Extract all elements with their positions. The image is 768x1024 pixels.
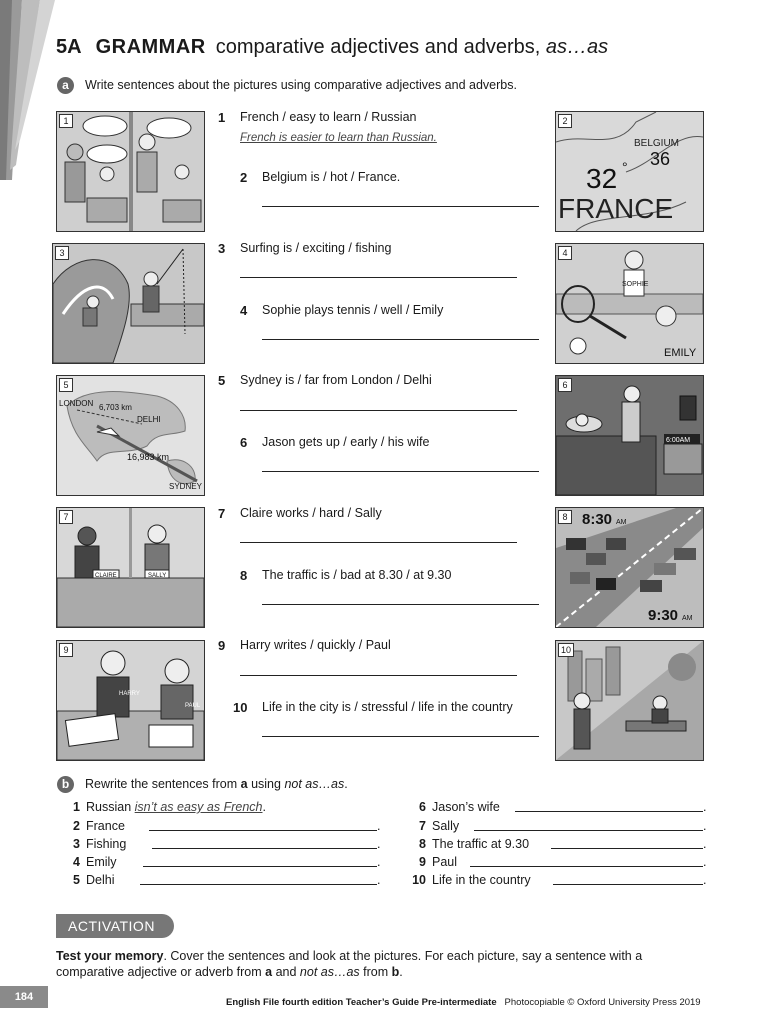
item-number: 6 — [240, 435, 248, 450]
rewrite-row-1 — [64, 800, 266, 814]
sophie-label: SOPHIE — [622, 281, 649, 288]
item-number: 7 — [218, 506, 226, 521]
picture-6-bedroom — [555, 375, 704, 496]
footer-book-title: English File fourth edition Teacher’s Guide Pre-intermediate — [226, 997, 497, 1008]
rewrite-row-4 — [64, 855, 117, 869]
section-a-badge: a — [57, 77, 74, 94]
delhi-label: DELHI — [137, 415, 161, 424]
rewrite-line-3[interactable] — [152, 848, 377, 849]
item-10-answer-line[interactable] — [262, 736, 539, 737]
rewrite-row-8 — [410, 837, 529, 851]
time-830-label: 8:30 — [582, 511, 613, 528]
picture-number: 5 — [59, 378, 73, 392]
time-930-am: AM — [682, 615, 693, 622]
row-number: 6 — [419, 800, 426, 814]
sydney-label: SYDNEY — [169, 482, 202, 491]
item-number: 10 — [233, 700, 248, 715]
picture-number: 8 — [558, 510, 572, 524]
rewrite-row-3 — [64, 837, 126, 851]
item-number: 4 — [240, 303, 248, 318]
row-period: . — [377, 855, 381, 869]
time-830-am: AM — [616, 519, 627, 526]
row-period: . — [377, 873, 381, 887]
rewrite-row-5 — [64, 873, 115, 887]
item-10-prompt: Life in the city is / stressful / life in the country — [262, 700, 513, 714]
footer-copyright: Photocopiable © Oxford University Press 2019 — [504, 997, 701, 1008]
section-b-badge: b — [57, 776, 74, 793]
instruction-italic: not as…as — [284, 777, 345, 791]
picture-number: 10 — [558, 643, 574, 657]
row-start: Life in the country — [432, 873, 531, 887]
activation-body: . Cover the sentences and look at the pictures. For each picture, say a sentence with a comparative adjective or adverb from — [56, 949, 643, 979]
picture-4-tennis — [555, 243, 704, 364]
item-4-prompt: Sophie plays tennis / well / Emily — [262, 303, 444, 317]
row-period: . — [703, 873, 707, 887]
rewrite-line-8[interactable] — [551, 848, 703, 849]
activation-text — [56, 948, 696, 980]
row-period: . — [703, 819, 707, 833]
section-code: 5A — [56, 36, 82, 58]
picture-1-classroom — [56, 111, 205, 232]
france-temperature: 32 — [586, 163, 618, 194]
page-title — [56, 36, 608, 59]
row-number: 10 — [412, 873, 426, 887]
item-8-answer-line[interactable] — [262, 604, 539, 605]
paul-label: PAUL — [185, 703, 201, 709]
item-2-answer-line[interactable] — [262, 206, 539, 207]
activation-lead: Test your memory — [56, 949, 164, 963]
row-number: 3 — [73, 837, 80, 851]
row-start: Sally — [432, 819, 460, 833]
item-number: 3 — [218, 241, 226, 256]
row-start: Delhi — [86, 873, 115, 887]
item-8-prompt: The traffic is / bad at 8.30 / at 9.30 — [262, 568, 452, 582]
row-number: 1 — [73, 800, 80, 814]
page-number: 184 — [0, 986, 48, 1008]
item-5-answer-line[interactable] — [240, 410, 517, 411]
rewrite-line-6[interactable] — [515, 811, 703, 812]
harry-label: HARRY — [119, 691, 140, 697]
footer — [226, 997, 701, 1008]
item-3-answer-line[interactable] — [240, 277, 517, 278]
claire-nameplate: CLAIRE — [95, 573, 117, 579]
instruction-text: using — [251, 777, 281, 791]
picture-number: 9 — [59, 643, 73, 657]
row-example-answer: isn’t as easy as French — [134, 800, 263, 814]
row-number: 7 — [419, 819, 426, 833]
emily-label: EMILY — [664, 347, 697, 359]
rewrite-row-10 — [410, 873, 531, 887]
item-number: 5 — [218, 373, 226, 388]
item-9-prompt: Harry writes / quickly / Paul — [240, 638, 391, 652]
row-start: Emily — [86, 855, 117, 869]
activation-banner: ACTIVATION — [56, 914, 174, 938]
row-number: 4 — [73, 855, 80, 869]
item-6-prompt: Jason gets up / early / his wife — [262, 435, 430, 449]
activation-body: from — [363, 965, 389, 979]
time-930-label: 9:30 — [648, 607, 679, 624]
row-number: 2 — [73, 819, 80, 833]
row-start: France — [86, 819, 125, 833]
picture-number: 3 — [55, 246, 69, 260]
rewrite-line-4[interactable] — [143, 866, 377, 867]
activation-bold-a: a — [265, 965, 273, 979]
picture-5-flight-map — [56, 375, 205, 496]
rewrite-row-6 — [410, 800, 500, 814]
corner-fan-decoration — [0, 0, 60, 180]
row-end: . — [262, 800, 266, 814]
rewrite-row-7 — [410, 819, 459, 833]
row-start: Paul — [432, 855, 458, 869]
picture-number: 2 — [558, 114, 572, 128]
item-number: 1 — [218, 110, 226, 125]
picture-number: 7 — [59, 510, 73, 524]
row-number: 8 — [419, 837, 426, 851]
item-2-prompt: Belgium is / hot / France. — [262, 170, 401, 184]
activation-bold-b: b — [391, 965, 400, 979]
rewrite-line-7[interactable] — [474, 830, 703, 831]
rewrite-row-2 — [64, 819, 125, 833]
distance-1-label: 6,703 km — [99, 403, 132, 412]
london-label: LONDON — [59, 399, 94, 408]
row-number: 5 — [73, 873, 80, 887]
item-number: 8 — [240, 568, 248, 583]
item-7-answer-line[interactable] — [240, 542, 517, 543]
title-subtitle: comparative adjectives and adverbs, — [215, 36, 541, 58]
belgium-temperature: 36 — [650, 149, 671, 169]
section-b-instruction — [85, 777, 348, 791]
item-6-answer-line[interactable] — [262, 471, 539, 472]
row-period: . — [703, 837, 707, 851]
item-9-answer-line[interactable] — [240, 675, 517, 676]
activation-body: and — [275, 965, 297, 979]
picture-10-city-country — [555, 640, 704, 761]
item-4-answer-line[interactable] — [262, 339, 539, 340]
france-label: FRANCE — [558, 193, 674, 224]
row-start: Jason’s wife — [432, 800, 500, 814]
alarm-clock-time: 6:00AM — [666, 437, 691, 444]
item-7-prompt: Claire works / hard / Sally — [240, 506, 382, 520]
picture-number: 6 — [558, 378, 572, 392]
activation-body: . — [399, 965, 403, 979]
rewrite-line-2[interactable] — [149, 830, 377, 831]
instruction-text: . — [344, 777, 348, 791]
grammar-label: GRAMMAR — [95, 36, 206, 58]
row-period: . — [703, 855, 707, 869]
item-1-example-answer: French is easier to learn than Russian. — [240, 132, 437, 144]
picture-2-map — [555, 111, 704, 232]
item-3-prompt: Surfing is / exciting / fishing — [240, 241, 392, 255]
item-1-prompt: French / easy to learn / Russian — [240, 110, 417, 124]
row-number: 9 — [419, 855, 426, 869]
picture-3-surfing-fishing — [52, 243, 205, 364]
rewrite-line-5[interactable] — [140, 884, 377, 885]
rewrite-line-10[interactable] — [553, 884, 703, 885]
row-start: Fishing — [86, 837, 127, 851]
section-a-instruction: Write sentences about the pictures using comparative adjectives and adverbs. — [85, 78, 517, 92]
degree-symbol: ° — [622, 159, 628, 175]
item-number: 2 — [240, 170, 248, 185]
rewrite-line-9[interactable] — [470, 866, 703, 867]
picture-number: 1 — [59, 114, 73, 128]
title-subtitle-italic: as…as — [545, 36, 609, 58]
row-period: . — [377, 819, 381, 833]
item-5-prompt: Sydney is / far from London / Delhi — [240, 373, 432, 387]
row-period: . — [703, 800, 707, 814]
sally-nameplate: SALLY — [148, 573, 167, 579]
row-period: . — [377, 837, 381, 851]
instruction-text: Rewrite the sentences from — [85, 777, 238, 791]
row-start: Russian — [86, 800, 132, 814]
distance-2-label: 16,983 km — [127, 452, 170, 462]
picture-9-writing — [56, 640, 205, 761]
rewrite-row-9 — [410, 855, 457, 869]
belgium-label: BELGIUM — [634, 138, 680, 149]
activation-italic: not as…as — [299, 965, 360, 979]
row-start: The traffic at 9.30 — [432, 837, 530, 851]
picture-8-traffic — [555, 507, 704, 628]
item-number: 9 — [218, 638, 226, 653]
picture-number: 4 — [558, 246, 572, 260]
picture-7-office — [56, 507, 205, 628]
instruction-bold: a — [240, 777, 248, 791]
